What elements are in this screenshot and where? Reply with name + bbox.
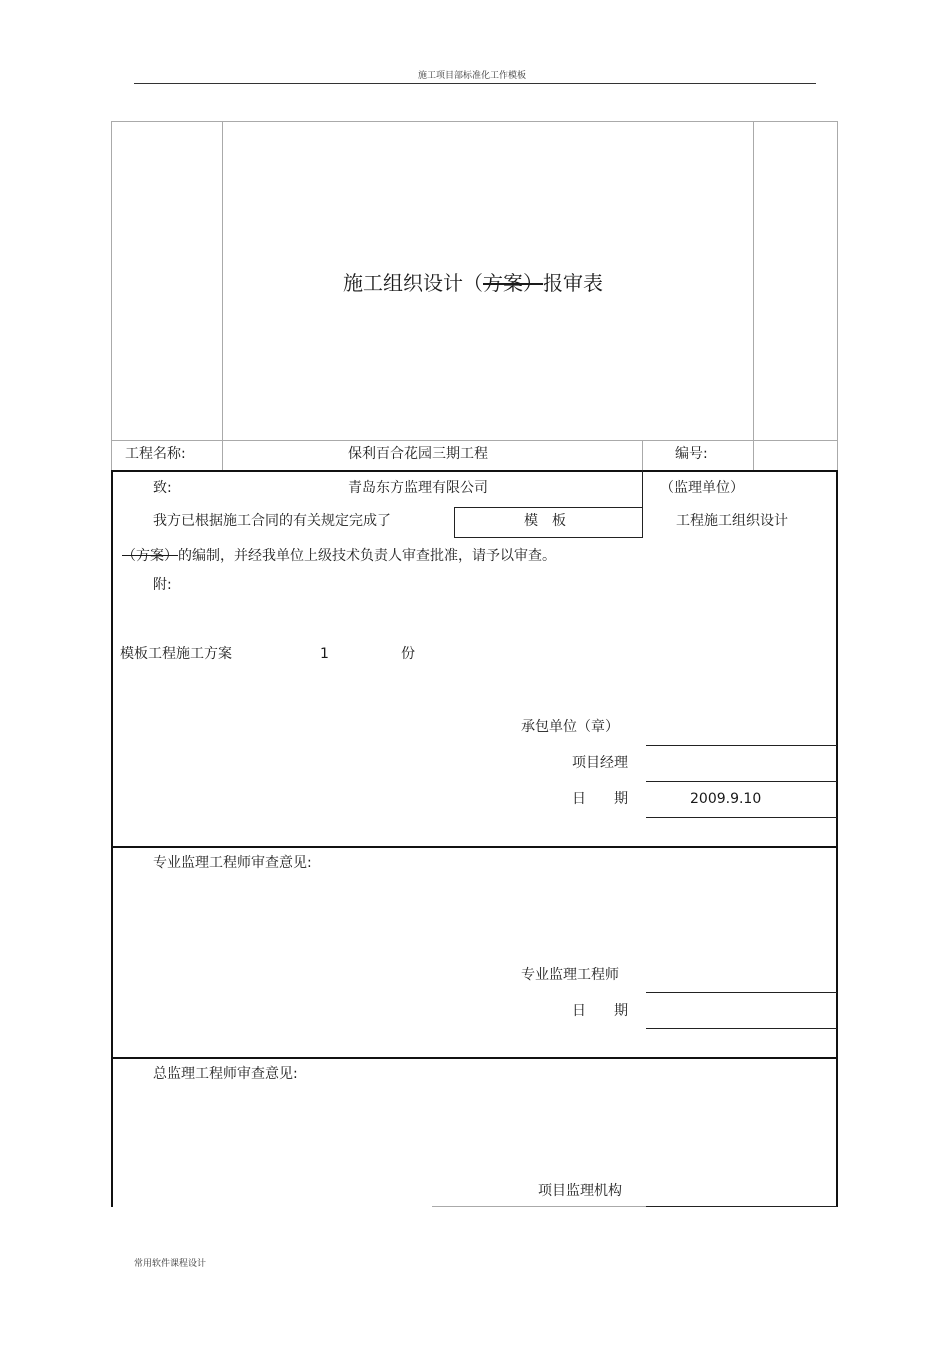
manager-label: 项目经理 — [572, 755, 628, 771]
title-box-bottom — [111, 440, 838, 441]
statement-suffix: 工程施工组织设计 — [676, 513, 788, 529]
statement-box-left — [454, 507, 455, 537]
statement-line2-strike: （方案） — [122, 548, 178, 564]
specialist-line — [646, 992, 837, 993]
contractor-line — [646, 745, 837, 746]
statement-box-top — [454, 507, 642, 508]
contractor-label: 承包单位（章） — [521, 719, 619, 735]
form-title-post: 报审表 — [543, 271, 603, 295]
page-footer: 常用软件课程设计 — [134, 1259, 207, 1269]
date-label: 日 期 — [572, 791, 628, 807]
to-row-divider — [642, 470, 643, 538]
form-title — [343, 267, 603, 296]
form-title-strike: 方案） — [483, 271, 543, 295]
statement-box-value: 模 板 — [524, 513, 566, 529]
header-rule — [134, 83, 816, 84]
statement-line2-text: 的编制，并经我单位上级技术负责人审查批准，请予以审查。 — [178, 548, 556, 564]
number-label: 编号: — [675, 446, 708, 462]
to-value: 青岛东方监理有限公司 — [348, 480, 488, 496]
attachment-qty: 1 — [320, 646, 329, 662]
page-header: 施工项目部标准化工作模板 — [418, 71, 527, 81]
to-label: 致: — [153, 480, 172, 496]
section-divider-2 — [111, 1057, 838, 1059]
manager-line — [646, 781, 837, 782]
table-top — [111, 470, 838, 472]
statement-prefix: 我方已根据施工合同的有关规定完成了 — [153, 513, 391, 529]
statement-box-bottom — [454, 537, 642, 538]
section-divider-1 — [111, 846, 838, 848]
date-value: 2009.9.10 — [690, 791, 762, 807]
attachment-label: 附: — [153, 577, 172, 593]
chief-opinion-label: 总监理工程师审查意见: — [153, 1066, 298, 1082]
supervision-org-line-faint — [432, 1206, 646, 1207]
specialist-opinion-label: 专业监理工程师审查意见: — [153, 855, 312, 871]
title-box-top — [111, 121, 838, 122]
date-line — [646, 817, 837, 818]
project-name-label: 工程名称: — [125, 446, 186, 462]
specialist-date-line — [646, 1028, 837, 1029]
supervision-org-line — [646, 1206, 837, 1207]
name-row-divider — [642, 440, 643, 470]
title-box-right — [837, 121, 838, 470]
form-title-pre: 施工组织设计（ — [343, 271, 483, 295]
to-suffix: （监理单位） — [660, 480, 744, 496]
table-left — [111, 470, 113, 1207]
supervision-org-label: 项目监理机构 — [538, 1183, 622, 1199]
project-name-value: 保利百合花园三期工程 — [348, 446, 488, 462]
attachment-unit: 份 — [401, 646, 415, 662]
title-box-divider-left — [222, 121, 223, 470]
title-box-left — [111, 121, 112, 470]
statement-line2 — [122, 548, 556, 564]
title-box-divider-right — [753, 121, 754, 470]
specialist-label: 专业监理工程师 — [521, 967, 619, 983]
table-right — [836, 470, 838, 1207]
attachment-item: 模板工程施工方案 — [120, 646, 232, 662]
specialist-date-label: 日 期 — [572, 1003, 628, 1019]
